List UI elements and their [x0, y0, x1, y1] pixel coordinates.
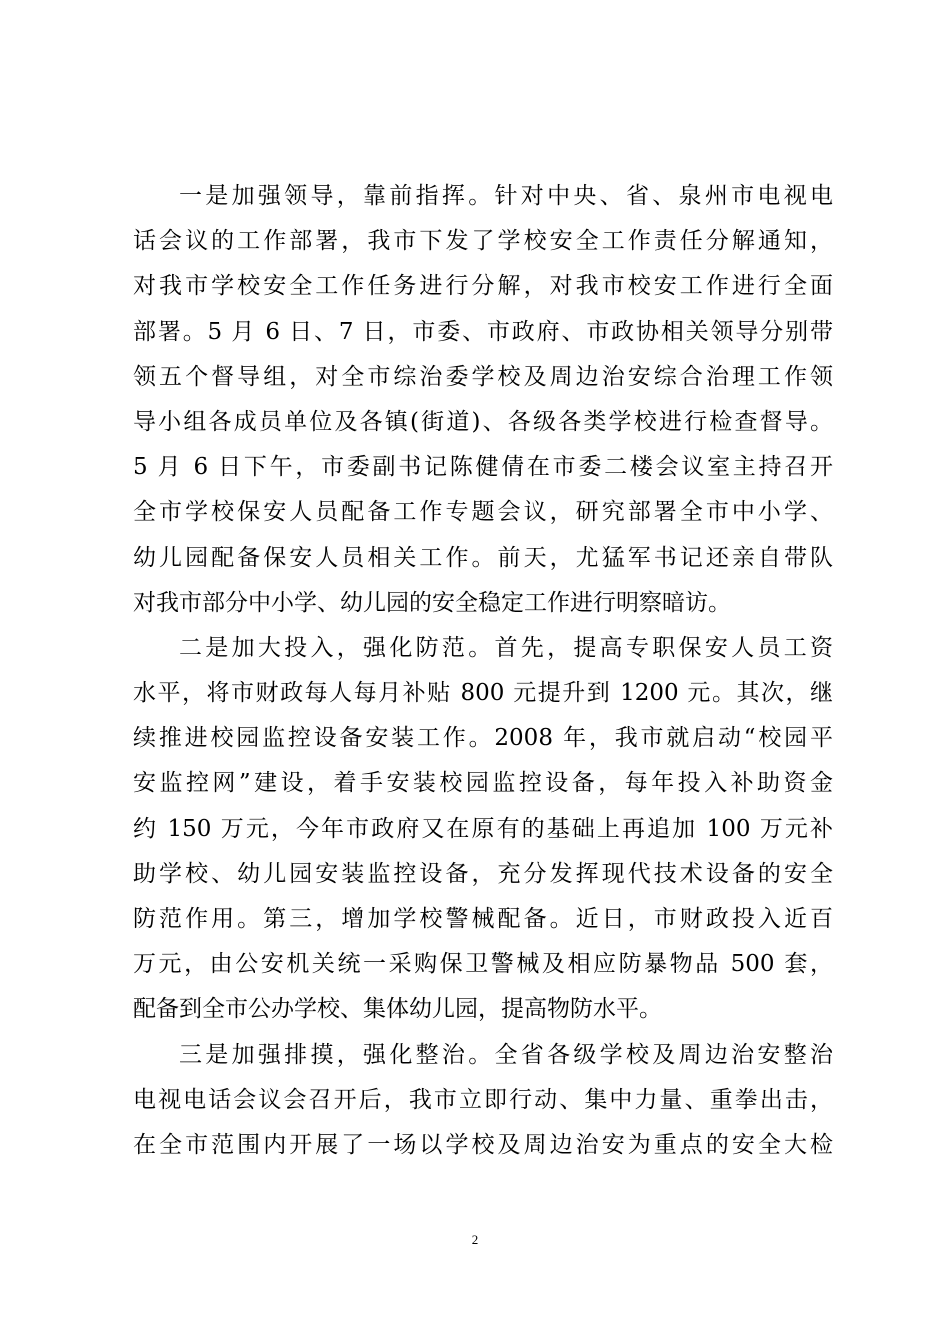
text-line: 二是加大投入，强化防范。首先，提高专职保安人员工资	[179, 634, 833, 661]
text-line: 助学校、幼儿园安装监控设备，充分发挥现代技术设备的安全	[133, 860, 833, 887]
text-line: 导小组各成员单位及各镇(街道)、各级各类学校进行检查督导。	[133, 408, 833, 435]
text-line: 对我市部分中小学、幼儿园的安全稳定工作进行明察暗访。	[133, 589, 731, 616]
body-text	[133, 174, 833, 1168]
paragraph-leadership	[133, 174, 833, 626]
text-line: 5 月 6 日下午，市委副书记陈健倩在市委二楼会议室主持召开	[133, 454, 833, 481]
text-line: 全市学校保安人员配备工作专题会议，研究部署全市中小学、	[133, 499, 833, 526]
text-line: 话会议的工作部署，我市下发了学校安全工作责任分解通知，	[133, 228, 833, 255]
text-line: 三是加强排摸，强化整治。全省各级学校及周边治安整治	[179, 1041, 833, 1068]
text-line: 防范作用。第三，增加学校警械配备。近日，市财政投入近百	[133, 906, 833, 932]
text-line: 领五个督导组，对全市综治委学校及周边治安综合治理工作领	[133, 363, 833, 390]
text-line: 一是加强领导，靠前指挥。针对中央、省、泉州市电视电	[179, 183, 833, 209]
page-number: 2	[471, 1232, 479, 1247]
text-line: 万元，由公安机关统一采购保卫警械及相应防暴物品 500 套，	[133, 951, 833, 978]
text-line: 在全市范围内开展了一场以学校及周边治安为重点的安全大检	[133, 1131, 833, 1158]
text-line: 续推进校园监控设备安装工作。2008 年，我市就启动“校园平	[133, 725, 833, 752]
text-line: 安监控网”建设，着手安装校园监控设备，每年投入补助资金	[133, 770, 833, 797]
text-line: 部署。5 月 6 日、7 日，市委、市政府、市政协相关领导分别带	[133, 318, 833, 345]
text-line: 电视电话会议会召开后，我市立即行动、集中力量、重拳出击，	[133, 1086, 833, 1113]
text-line: 幼儿园配备保安人员相关工作。前天，尤猛军书记还亲自带队	[133, 544, 833, 571]
text-line: 水平，将市财政每人每月补贴 800 元提升到 1200 元。其次，继	[133, 680, 833, 707]
text-line: 对我市学校安全工作任务进行分解，对我市校安工作进行全面	[133, 273, 833, 300]
text-line: 配备到全市公办学校、集体幼儿园，提高物防水平。	[133, 996, 662, 1023]
paragraph-investment	[133, 626, 833, 1033]
paragraph-inspection	[133, 1033, 833, 1169]
text-line: 约 150 万元，今年市政府又在原有的基础上再追加 100 万元补	[133, 815, 833, 842]
